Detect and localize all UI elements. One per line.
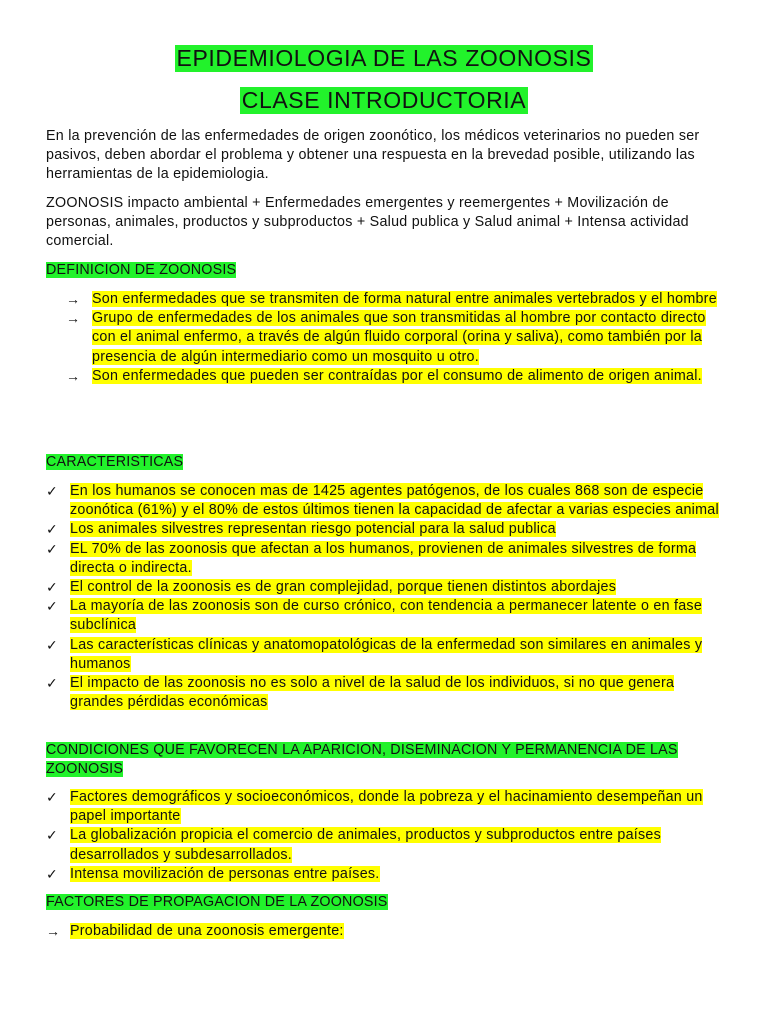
list-item bbox=[46, 636, 726, 674]
condiciones-heading-text: CONDICIONES QUE FAVORECEN LA APARICION, DISEMINACION Y PERMANENCIA DE LAS ZOONOSIS bbox=[46, 742, 678, 778]
definicion-heading bbox=[46, 262, 236, 279]
checkmark-icon: ✓ bbox=[46, 483, 58, 499]
arrow-icon: → bbox=[66, 291, 81, 307]
list-item-text: En los humanos se conocen mas de 1425 agentes patógenos, de los cuales 868 son de especie zoonótica (61%) y el 80% de estos últimos tienen la capacidad de afectar a varias especies animal bbox=[70, 483, 719, 519]
checkmark-icon: ✓ bbox=[46, 636, 58, 653]
list-item-text: Son enfermedades que se transmiten de forma natural entre animales vertebrados y el hombre bbox=[92, 291, 717, 307]
checkmark-icon: ✓ bbox=[46, 827, 58, 844]
list-item-text: Los animales silvestres representan riesgo potencial para la salud publica bbox=[70, 521, 556, 538]
checkmark-icon: ✓ bbox=[46, 540, 58, 557]
list-item-text: El control de la zoonosis es de gran complejidad, porque tienen distintos abordajes bbox=[70, 579, 617, 596]
list-item bbox=[46, 520, 726, 539]
list-item bbox=[46, 597, 726, 635]
list-item bbox=[46, 865, 726, 884]
list-item-text: Probabilidad de una zoonosis emergente: bbox=[70, 923, 344, 939]
definicion-heading-text: DEFINICION DE ZOONOSIS bbox=[46, 262, 237, 278]
list-item-text: El impacto de las zoonosis no es solo a nivel de la salud de los individuos, si no que genera grandes pérdidas económicas bbox=[70, 675, 675, 711]
caracteristicas-heading-text: CARACTERISTICAS bbox=[46, 454, 184, 470]
list-item bbox=[46, 290, 726, 309]
checkmark-icon: ✓ bbox=[46, 789, 58, 805]
factores-list bbox=[46, 922, 726, 941]
list-item bbox=[46, 540, 726, 578]
title-row bbox=[0, 45, 768, 72]
caracteristicas-list bbox=[46, 482, 726, 712]
list-item bbox=[46, 826, 726, 864]
list-item bbox=[46, 482, 726, 520]
list-item bbox=[46, 367, 726, 386]
factores-heading-text: FACTORES DE PROPAGACION DE LA ZOONOSIS bbox=[46, 894, 388, 910]
definicion-list bbox=[46, 290, 726, 386]
list-item-text: Las características clínicas y anatomopatológicas de la enfermedad son similares en animales y humanos bbox=[70, 636, 703, 672]
condiciones-heading bbox=[46, 741, 726, 779]
condiciones-list bbox=[46, 788, 726, 884]
list-item-text: Factores demográficos y socioeconómicos, donde la pobreza y el hacinamiento desempeñan un papel importante bbox=[70, 789, 703, 825]
factores-heading bbox=[46, 894, 388, 911]
list-item bbox=[46, 788, 726, 826]
subtitle-row bbox=[0, 87, 768, 114]
arrow-icon: → bbox=[66, 310, 81, 327]
checkmark-icon: ✓ bbox=[46, 865, 58, 882]
checkmark-icon: ✓ bbox=[46, 598, 58, 615]
arrow-icon: → bbox=[46, 923, 61, 939]
list-item bbox=[46, 674, 726, 712]
list-item-text: Grupo de enfermedades de los animales que son transmitidas al hombre por contacto directo con el animal enfermo, a través de algún fluido corporal (orina y saliva), como también por la presencia de algún intermediario como un mosquito u otro. bbox=[92, 310, 706, 365]
list-item-text: La globalización propicia el comercio de animales, productos y subproductos entre países desarrollados y subdesarrollados. bbox=[70, 827, 662, 863]
checkmark-icon: ✓ bbox=[46, 521, 58, 538]
list-item bbox=[46, 309, 726, 367]
list-item bbox=[46, 578, 726, 597]
list-item bbox=[46, 922, 726, 941]
document-title: EPIDEMIOLOGIA DE LAS ZOONOSIS bbox=[176, 45, 592, 71]
list-item-text: EL 70% de las zoonosis que afectan a los humanos, provienen de animales silvestres de forma directa o indirecta. bbox=[70, 540, 697, 576]
document-subtitle: CLASE INTRODUCTORIA bbox=[241, 87, 527, 113]
list-item-text: Intensa movilización de personas entre países. bbox=[70, 865, 380, 882]
arrow-icon: → bbox=[66, 367, 81, 384]
caracteristicas-heading bbox=[46, 454, 183, 471]
list-item-text: Son enfermedades que pueden ser contraídas por el consumo de alimento de origen animal. bbox=[92, 367, 702, 384]
list-item-text: La mayoría de las zoonosis son de curso crónico, con tendencia a permanecer latente o en fase subclínica bbox=[70, 598, 703, 634]
checkmark-icon: ✓ bbox=[46, 579, 58, 596]
zoonosis-summary-paragraph: ZOONOSIS impacto ambiental + Enfermedades emergentes y reemergentes + Movilización de personas, animales, productos y subproductos + Salud publica y Salud animal + Intensa actividad comercial. bbox=[46, 195, 689, 250]
checkmark-icon: ✓ bbox=[46, 675, 58, 692]
intro-paragraph: En la prevención de las enfermedades de origen zoonótico, los médicos veterinarios no pueden ser pasivos, deben abordar el problema y obtener una respuesta en la brevedad posible, utilizando las herramientas de la epidemiologia. bbox=[46, 128, 700, 183]
